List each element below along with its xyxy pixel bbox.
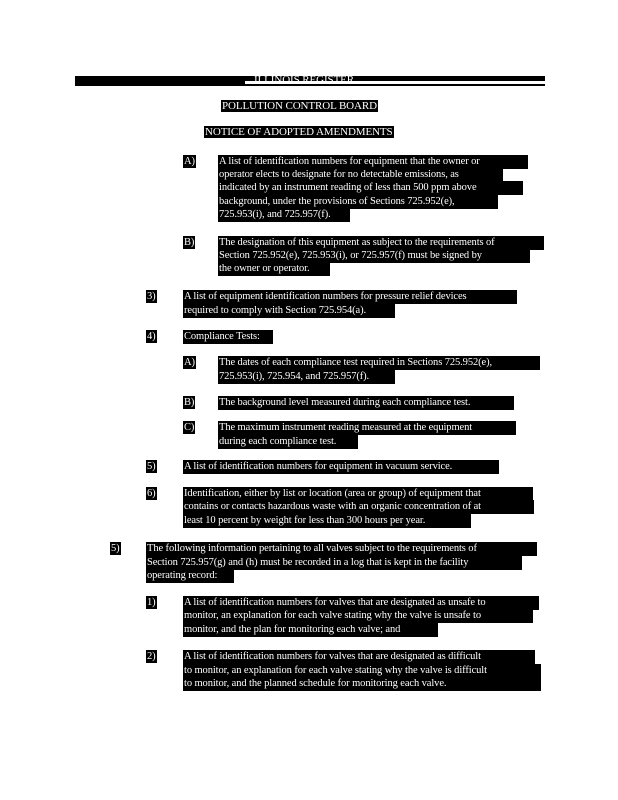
item-label: 5) <box>147 461 156 472</box>
item-line: The following information pertaining to all valves subject to the requirements of <box>146 542 537 556</box>
item-line: A list of equipment identification numbers for pressure relief devices <box>183 290 517 304</box>
item-line: 725.953(i), and 725.957(f). <box>218 208 350 222</box>
item-line: background, under the provisions of Sections 725.952(e), <box>218 195 498 209</box>
item-label: 1) <box>147 597 156 608</box>
item-line: A list of identification numbers for valves that are designated as unsafe to <box>183 596 539 610</box>
item-line: Identification, either by list or location (area or group) of equipment that <box>183 487 533 501</box>
register-title: ILLINOIS REGISTER <box>254 74 355 86</box>
item-line: monitor, an explanation for each valve stating why the valve is unsafe to <box>183 609 533 623</box>
item-line: monitor, and the plan for monitoring each valve; and <box>183 623 438 637</box>
item-label: A) <box>184 357 195 368</box>
item-line: operating record: <box>146 569 234 583</box>
item-line: least 10 percent by weight for less than 300 hours per year. <box>183 514 471 528</box>
item-line: operator elects to designate for no detectable emissions, as <box>218 168 503 182</box>
item-label: C) <box>184 422 195 433</box>
item-line: the owner or operator. <box>218 262 330 276</box>
item-line: Compliance Tests: <box>183 330 273 344</box>
item-line: The maximum instrument reading measured at the equipment <box>218 421 516 435</box>
item-label: B) <box>184 237 195 248</box>
item-line: The designation of this equipment as subject to the requirements of <box>218 236 544 250</box>
board-title: POLLUTION CONTROL BOARD <box>222 100 377 112</box>
item-line: to monitor, an explanation for each valve stating why the valve is difficult <box>183 664 541 678</box>
item-label: 2) <box>147 651 156 662</box>
item-label: 6) <box>147 488 156 499</box>
item-line: during each compliance test. <box>218 435 358 449</box>
item-line: 725.953(i), 725.954, and 725.957(f). <box>218 370 395 384</box>
item-label: 5) <box>111 543 120 554</box>
item-line: to monitor, and the planned schedule for monitoring each valve. <box>183 677 541 691</box>
item-line: required to comply with Section 725.954(a). <box>183 304 395 318</box>
item-label: A) <box>184 156 195 167</box>
item-line: Section 725.957(g) and (h) must be recorded in a log that is kept in the facility <box>146 556 522 570</box>
notice-title: NOTICE OF ADOPTED AMENDMENTS <box>205 126 393 138</box>
item-line: The dates of each compliance test required in Sections 725.952(e), <box>218 356 540 370</box>
item-line: indicated by an instrument reading of less than 500 ppm above <box>218 181 523 195</box>
item-line: A list of identification numbers for equipment that the owner or <box>218 155 528 169</box>
item-label: 3) <box>147 291 156 302</box>
item-label: 4) <box>147 331 156 342</box>
item-line: The background level measured during each compliance test. <box>218 396 514 410</box>
item-line: A list of identification numbers for equipment in vacuum service. <box>183 460 499 474</box>
item-line: A list of identification numbers for valves that are designated as difficult <box>183 650 535 664</box>
item-line: Section 725.952(e), 725.953(i), or 725.957(f) must be signed by <box>218 249 530 263</box>
item-label: B) <box>184 397 195 408</box>
item-line: contains or contacts hazardous waste with an organic concentration of at <box>183 500 534 514</box>
